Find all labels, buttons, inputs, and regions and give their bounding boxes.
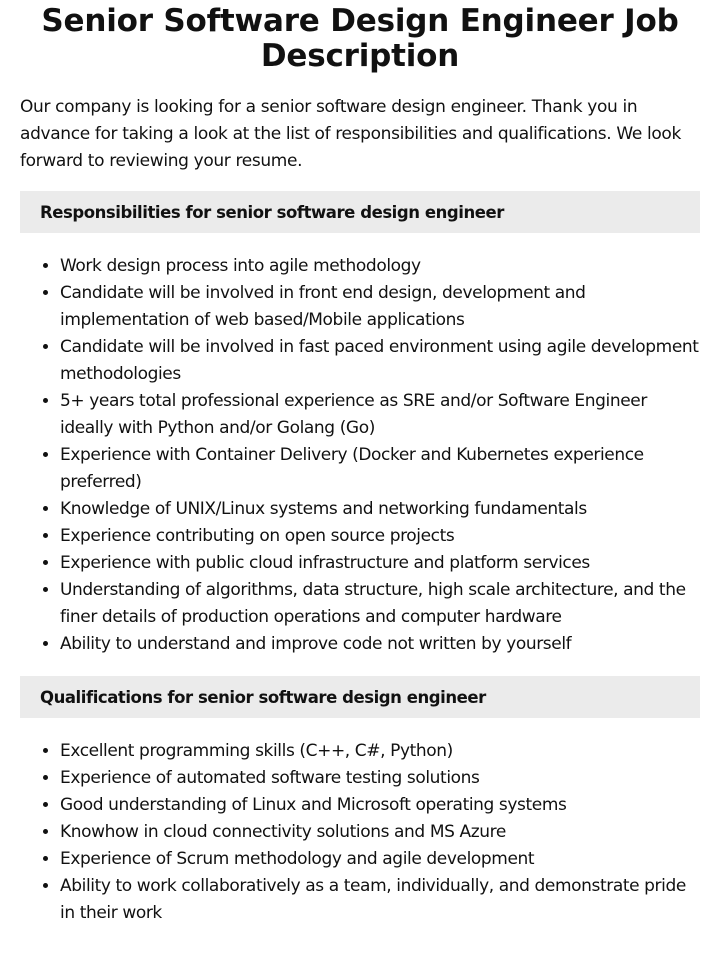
- list-item: • Excellent programming skills (C++, C#, Python): [60, 738, 700, 765]
- page-title: Senior Software Design Engineer Job Description: [41, 3, 679, 74]
- job-description-page: [0, 4, 720, 927]
- intro-paragraph: Our company is looking for a senior software design engineer. Thank you in advance for taking a look at the list of responsibilities and qualifications. We look forward to reviewing your resume.: [20, 97, 681, 171]
- list-item: • Candidate will be involved in front end design, development and implementation of web based/Mobile applications: [60, 280, 700, 334]
- list-item: • Ability to understand and improve code not written by yourself: [60, 631, 700, 658]
- list-item: • Experience of Scrum methodology and agile development: [60, 846, 700, 873]
- list-item: • Work design process into agile methodology: [60, 253, 700, 280]
- list-item: • Candidate will be involved in fast paced environment using agile development methodologies: [60, 334, 700, 388]
- list-item: • Knowledge of UNIX/Linux systems and networking fundamentals: [60, 496, 700, 523]
- list-item: • Understanding of algorithms, data structure, high scale architecture, and the finer details of production operations and computer hardware: [60, 577, 700, 631]
- responsibilities-list: [20, 253, 700, 658]
- list-item: • Experience with Container Delivery (Docker and Kubernetes experience preferred): [60, 442, 700, 496]
- list-item: • Good understanding of Linux and Microsoft operating systems: [60, 792, 700, 819]
- list-item: • Experience contributing on open source projects: [60, 523, 700, 550]
- list-item: • 5+ years total professional experience as SRE and/or Software Engineer ideally with Python and/or Golang (Go): [60, 388, 700, 442]
- list-item: • Ability to work collaboratively as a team, individually, and demonstrate pride in their work: [60, 873, 700, 927]
- qualifications-list: [20, 738, 700, 927]
- list-item: • Experience of automated software testing solutions: [60, 765, 700, 792]
- list-item: • Knowhow in cloud connectivity solutions and MS Azure: [60, 819, 700, 846]
- qualifications-heading: Qualifications for senior software design engineer: [20, 676, 700, 718]
- responsibilities-heading: Responsibilities for senior software design engineer: [20, 191, 700, 233]
- list-item: • Experience with public cloud infrastructure and platform services: [60, 550, 700, 577]
